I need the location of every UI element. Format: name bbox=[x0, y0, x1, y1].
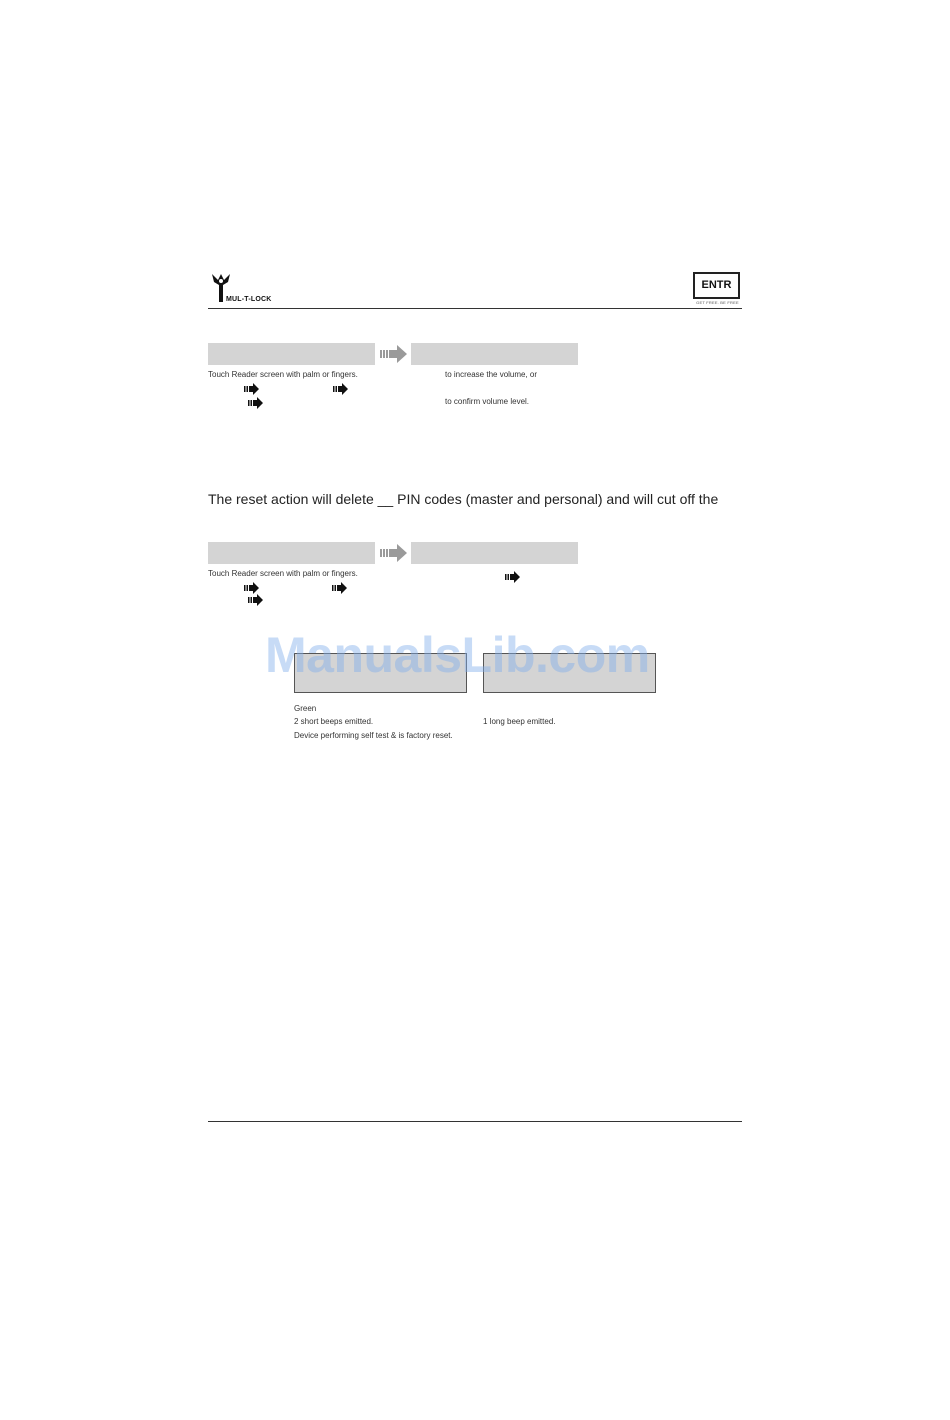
footer-divider bbox=[208, 1121, 742, 1122]
black-arrow-icon bbox=[332, 582, 348, 594]
instruction-text: Touch Reader screen with palm or fingers. bbox=[208, 569, 358, 578]
result-beeps: 1 long beep emitted. bbox=[483, 717, 556, 726]
gray-arrow-icon bbox=[380, 344, 408, 364]
black-arrow-icon bbox=[244, 582, 260, 594]
reset-intro-text: The reset action will delete __ PIN codes (master and personal) and will cut off the bbox=[208, 491, 719, 507]
black-arrow-icon bbox=[248, 397, 264, 409]
step-bar-right bbox=[411, 343, 578, 365]
result-led-color: Green bbox=[294, 704, 317, 713]
instruction-text: Touch Reader screen with palm or fingers. bbox=[208, 370, 358, 379]
step-bar-right bbox=[411, 542, 578, 564]
black-arrow-icon bbox=[505, 571, 521, 583]
gray-arrow-icon bbox=[380, 543, 408, 563]
result-beeps: 2 short beeps emitted. bbox=[294, 717, 374, 726]
watermark: ManualsLib.com bbox=[265, 627, 650, 683]
instruction-text: to confirm volume level. bbox=[445, 397, 530, 406]
black-arrow-icon bbox=[248, 594, 264, 606]
black-arrow-icon bbox=[244, 383, 260, 395]
black-arrow-icon bbox=[333, 383, 349, 395]
step-bar-left bbox=[208, 343, 375, 365]
entr-badge: ENTR bbox=[693, 272, 740, 299]
result-status: Device performing self test & is factory reset. bbox=[294, 731, 453, 740]
header-divider bbox=[208, 308, 742, 309]
instruction-text: to increase the volume, or bbox=[445, 370, 538, 379]
entr-tagline: GET FREE. BE FREE bbox=[696, 300, 739, 305]
step-bar-left bbox=[208, 542, 375, 564]
logo-text: MUL-T-LOCK bbox=[226, 296, 272, 303]
